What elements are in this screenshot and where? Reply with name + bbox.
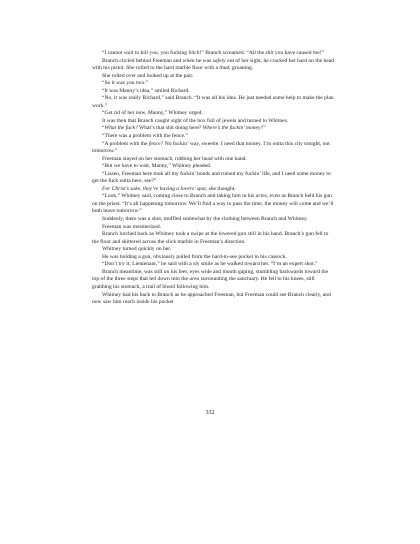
paragraph: “It was Manny’s idea,” smiled Richard.: [102, 87, 190, 94]
paragraph: Freeman was mesmerized.: [102, 223, 161, 230]
paragraph: Branch circled behind Freeman and when he was safely out of her sight, he cracked her hard on the head with his pistol. She rolled to the hard marble floor with a thud, groaning.: [92, 57, 334, 72]
paragraph: “Get rid of her now, Manny,” Whitney urged.: [102, 110, 203, 117]
paragraph: “I cannot wait to kill you, you fucking bitch!” Branch screamed. “All the shit you have caused me!”: [102, 50, 325, 56]
paragraph: “No, it was really Richard,” said Branch. “It was all his idea. He just needed some help to make the plan work.”: [92, 95, 334, 109]
paragraph: Whitney turned quickly on her.: [102, 246, 172, 253]
paragraph: “There was a problem with the fence.”: [102, 133, 188, 140]
paragraph: It was then that Branch caught sight of the box full of jewels and turned to Whitney.: [102, 117, 289, 124]
paragraph: Branch lurched back as Whitney took a swipe at the lowered gun still in his hand. Branch’s gun fell to the floor and skittered across the slick marble in Freeman’s direction.: [92, 231, 329, 245]
page-number: 332: [205, 410, 215, 416]
paragraph: “But we have to wait, Manny,” Whitney pleaded.: [102, 163, 212, 170]
paragraph: “A problem with the fence? No fuckin’ way, sweetie. I need that money. I’m outta this city tonight, not tomorrow.”: [92, 140, 330, 155]
paragraph: He was holding a gun, obviously pulled from the hard-to-see pocket in his cassock.: [102, 253, 287, 260]
paragraph: For Christ’s sake, they’re having a lovers’ spat, she thought.: [102, 185, 236, 192]
paragraph: “So it was you two.”: [102, 80, 149, 87]
paragraph: “What the fuck? What’s that shit doing here? Where’s the fuckin’ money?”: [102, 125, 266, 132]
paragraph: “Lissen, Freeman here took all my fuckin’ bonds and ruined my fuckin’ life, and I need some money to get the fuck outta here, see?”: [92, 170, 331, 185]
paragraph: “Look,” Whitney said, coming close to Branch and taking him in his arms, even as Branch held his gun on the priest. “It’s all happening tomorrow. We’ll find a way to pass the time, the money will come and we’ll both leave tomorrow.”: [92, 193, 334, 215]
paragraph: Branch meantime, was still on his feet, eyes wide and mouth gaping, stumbling backwards toward the top of the three steps that led down into the area surrounding the sanctuary. He fell to his knees, still grabbing his stomach, a trail of blood following him.: [92, 268, 329, 290]
paragraph: Whitney had his back to Branch as he approached Freeman, but Freeman could see Branch clearly, and now saw him reach inside his pocket: [92, 291, 331, 306]
paragraph: Suddenly, there was a shot, muffled somewhat by the clothing between Branch and Whitney.: [102, 216, 308, 223]
paragraph: Freeman stayed on her stomach, rubbing her head with one hand.: [102, 155, 247, 162]
paragraph: She rolled over and looked up at the pair.: [102, 72, 194, 79]
paragraph: “Don’t try it, Lieutenant,” he said with a sly smile as he walked toward her. “I’m an expert shot.”: [102, 261, 318, 268]
body-text: [92, 50, 335, 307]
